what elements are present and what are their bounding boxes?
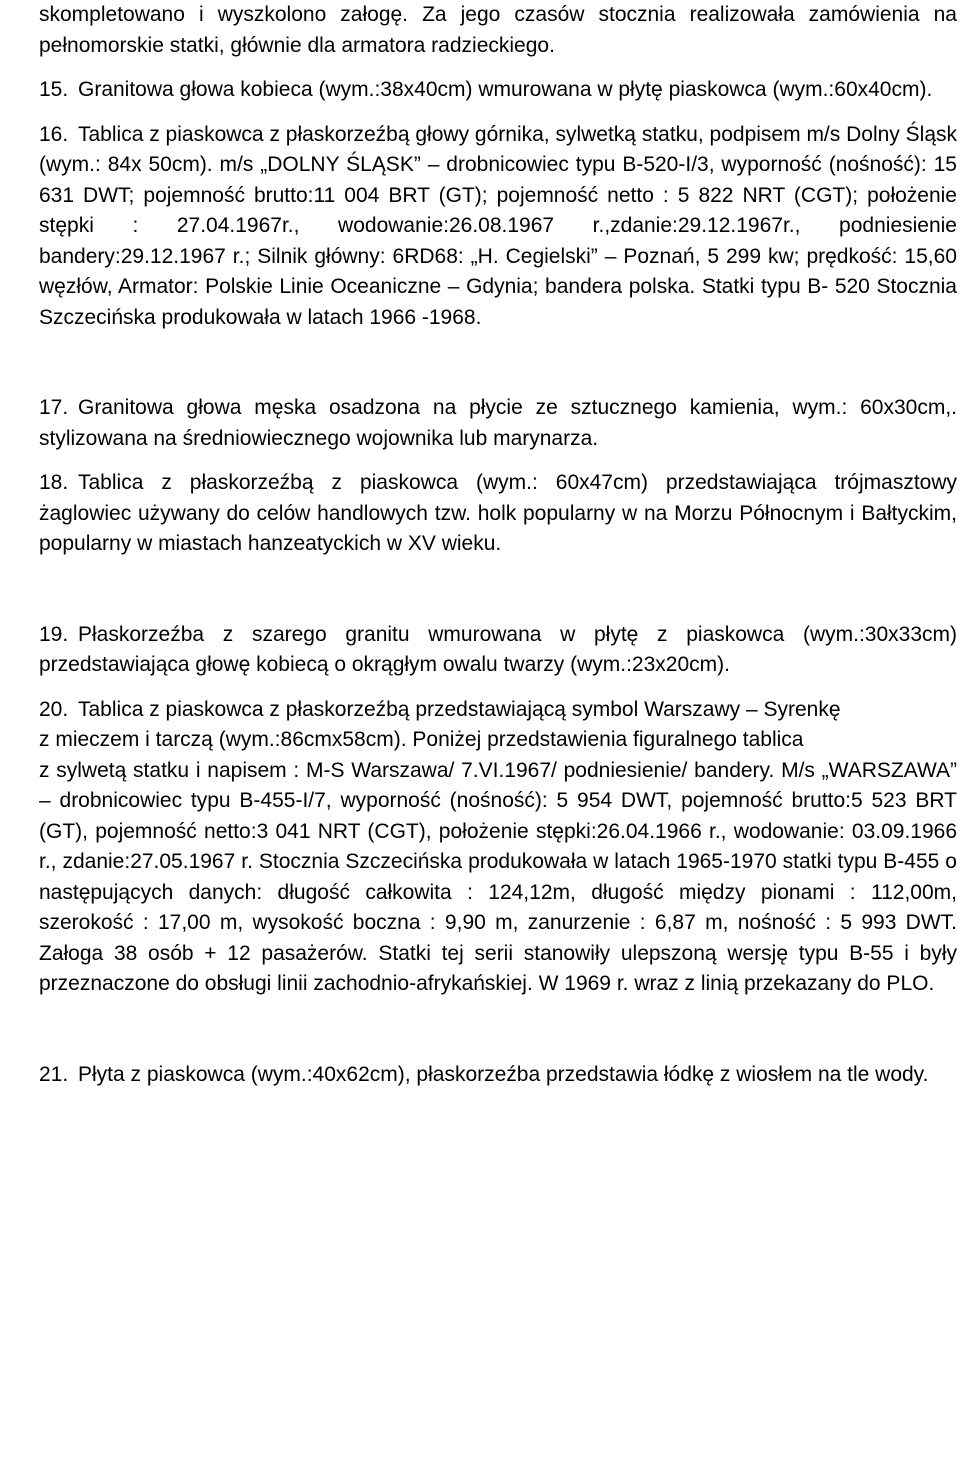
item-text: Płaskorzeźba z szarego granitu wmurowana w płytę z piaskowca (wym.:30x33cm) przedstawiająca głowę kobiecą o okrągłym owalu twarzy (wym.:23x20cm).	[39, 622, 957, 676]
item-number: 16.	[39, 122, 69, 146]
list-item-21	[39, 1060, 957, 1091]
list-item-20	[39, 695, 957, 1000]
intro-paragraph: skompletowano i wyszkolono załogę. Za jego czasów stocznia realizowała zamówienia na pełnomorskie statki, głównie dla armatora radzieckiego.	[39, 3, 957, 57]
item-text: Tablica z płaskorzeźbą z piaskowca (wym.: 60x47cm) przedstawiająca trójmasztowy żaglowiec używany do celów handlowych tzw. holk popularny w na Morzu Północnym i Bałtyckim, popularny w miastach hanzeatyckich w XV wieku.	[39, 471, 957, 555]
list-item-15	[39, 75, 957, 106]
list-item-19	[39, 620, 957, 681]
item-text: Tablica z piaskowca z płaskorzeźbą głowy górnika, sylwetką statku, podpisem m/s Dolny Śląsk (wym.: 84x 50cm). m/s „DOLNY ŚLĄSK” – drobnicowiec typu B-520-I/3, wyporność (nośność): 15 631 DWT; pojemność brutto:11 004 BRT (GT); pojemność netto : 5 822 NRT (CGT); położenie stępki : 27.04.1967r., wodowanie:26.08.1967 r.,zdanie:29.12.1967r., podniesienie bandery:29.12.1967 r.; Silnik główny: 6RD68: „H. Cegielski” – Poznań, 5 299 kw; prędkość: 15,60 węzłów, Armator: Polskie Linie Oceaniczne – Gdynia; bandera polska. Statki typu B- 520 Stocznia Szczecińska produkowała w latach 1966 -1968.	[39, 122, 957, 329]
item-text-line-1: Tablica z piaskowca z płaskorzeźbą przedstawiającą symbol Warszawy – Syrenkę	[78, 697, 841, 721]
list-item-17	[39, 393, 957, 454]
item-text-line-3: z sylwetą statku i napisem : M-S Warszawa/ 7.VI.1967/ podniesienie/ bandery. M/s „WARSZAWA” – drobnicowiec typu B-455-I/7, wyporność (nośność): 5 954 DWT, pojemność brutto:5 523 BRT (GT), pojemność netto:3 041 NRT (CGT), położenie stępki:26.04.1966 r., wodowanie: 03.09.1966 r., zdanie:27.05.1967 r. Stocznia Szczecińska produkowała w latach 1965-1970 statki typu B-455 o następujących danych: długość całkowita : 124,12m, długość między pionami : 112,00m, szerokość : 17,00 m, wysokość boczna : 9,90 m, zanurzenie : 6,87 m, nośność : 5 993 DWT. Załoga 38 osób + 12 pasażerów. Statki tej serii stanowiły ulepszoną wersję typu B-55 i były przeznaczone do obsługi linii zachodnio-afrykańskiej. W 1969 r. wraz z linią przekazany do PLO.	[39, 758, 957, 995]
item-text: Granitowa głowa męska osadzona na płycie ze sztucznego kamienia, wym.: 60x30cm,. stylizowana na średniowiecznego wojownika lub marynarza.	[39, 396, 957, 450]
item-number: 21.	[39, 1062, 69, 1086]
item-number: 17.	[39, 396, 69, 419]
list-item-16	[39, 120, 957, 334]
list-item-18	[39, 468, 957, 560]
item-text: Granitowa głowa kobieca (wym.:38x40cm) wmurowana w płytę piaskowca (wym.:60x40cm).	[78, 78, 933, 101]
item-number: 20.	[39, 697, 69, 721]
item-text-line-2: z mieczem i tarczą (wym.:86cmx58cm). Poniżej przedstawienia figuralnego tablica	[39, 728, 804, 751]
item-number: 18.	[39, 471, 69, 494]
item-number: 15.	[39, 78, 69, 101]
document-page	[39, 0, 957, 1090]
item-number: 19.	[39, 622, 69, 646]
item-text: Płyta z piaskowca (wym.:40x62cm), płaskorzeźba przedstawia łódkę z wiosłem na tle wody.	[78, 1062, 929, 1086]
